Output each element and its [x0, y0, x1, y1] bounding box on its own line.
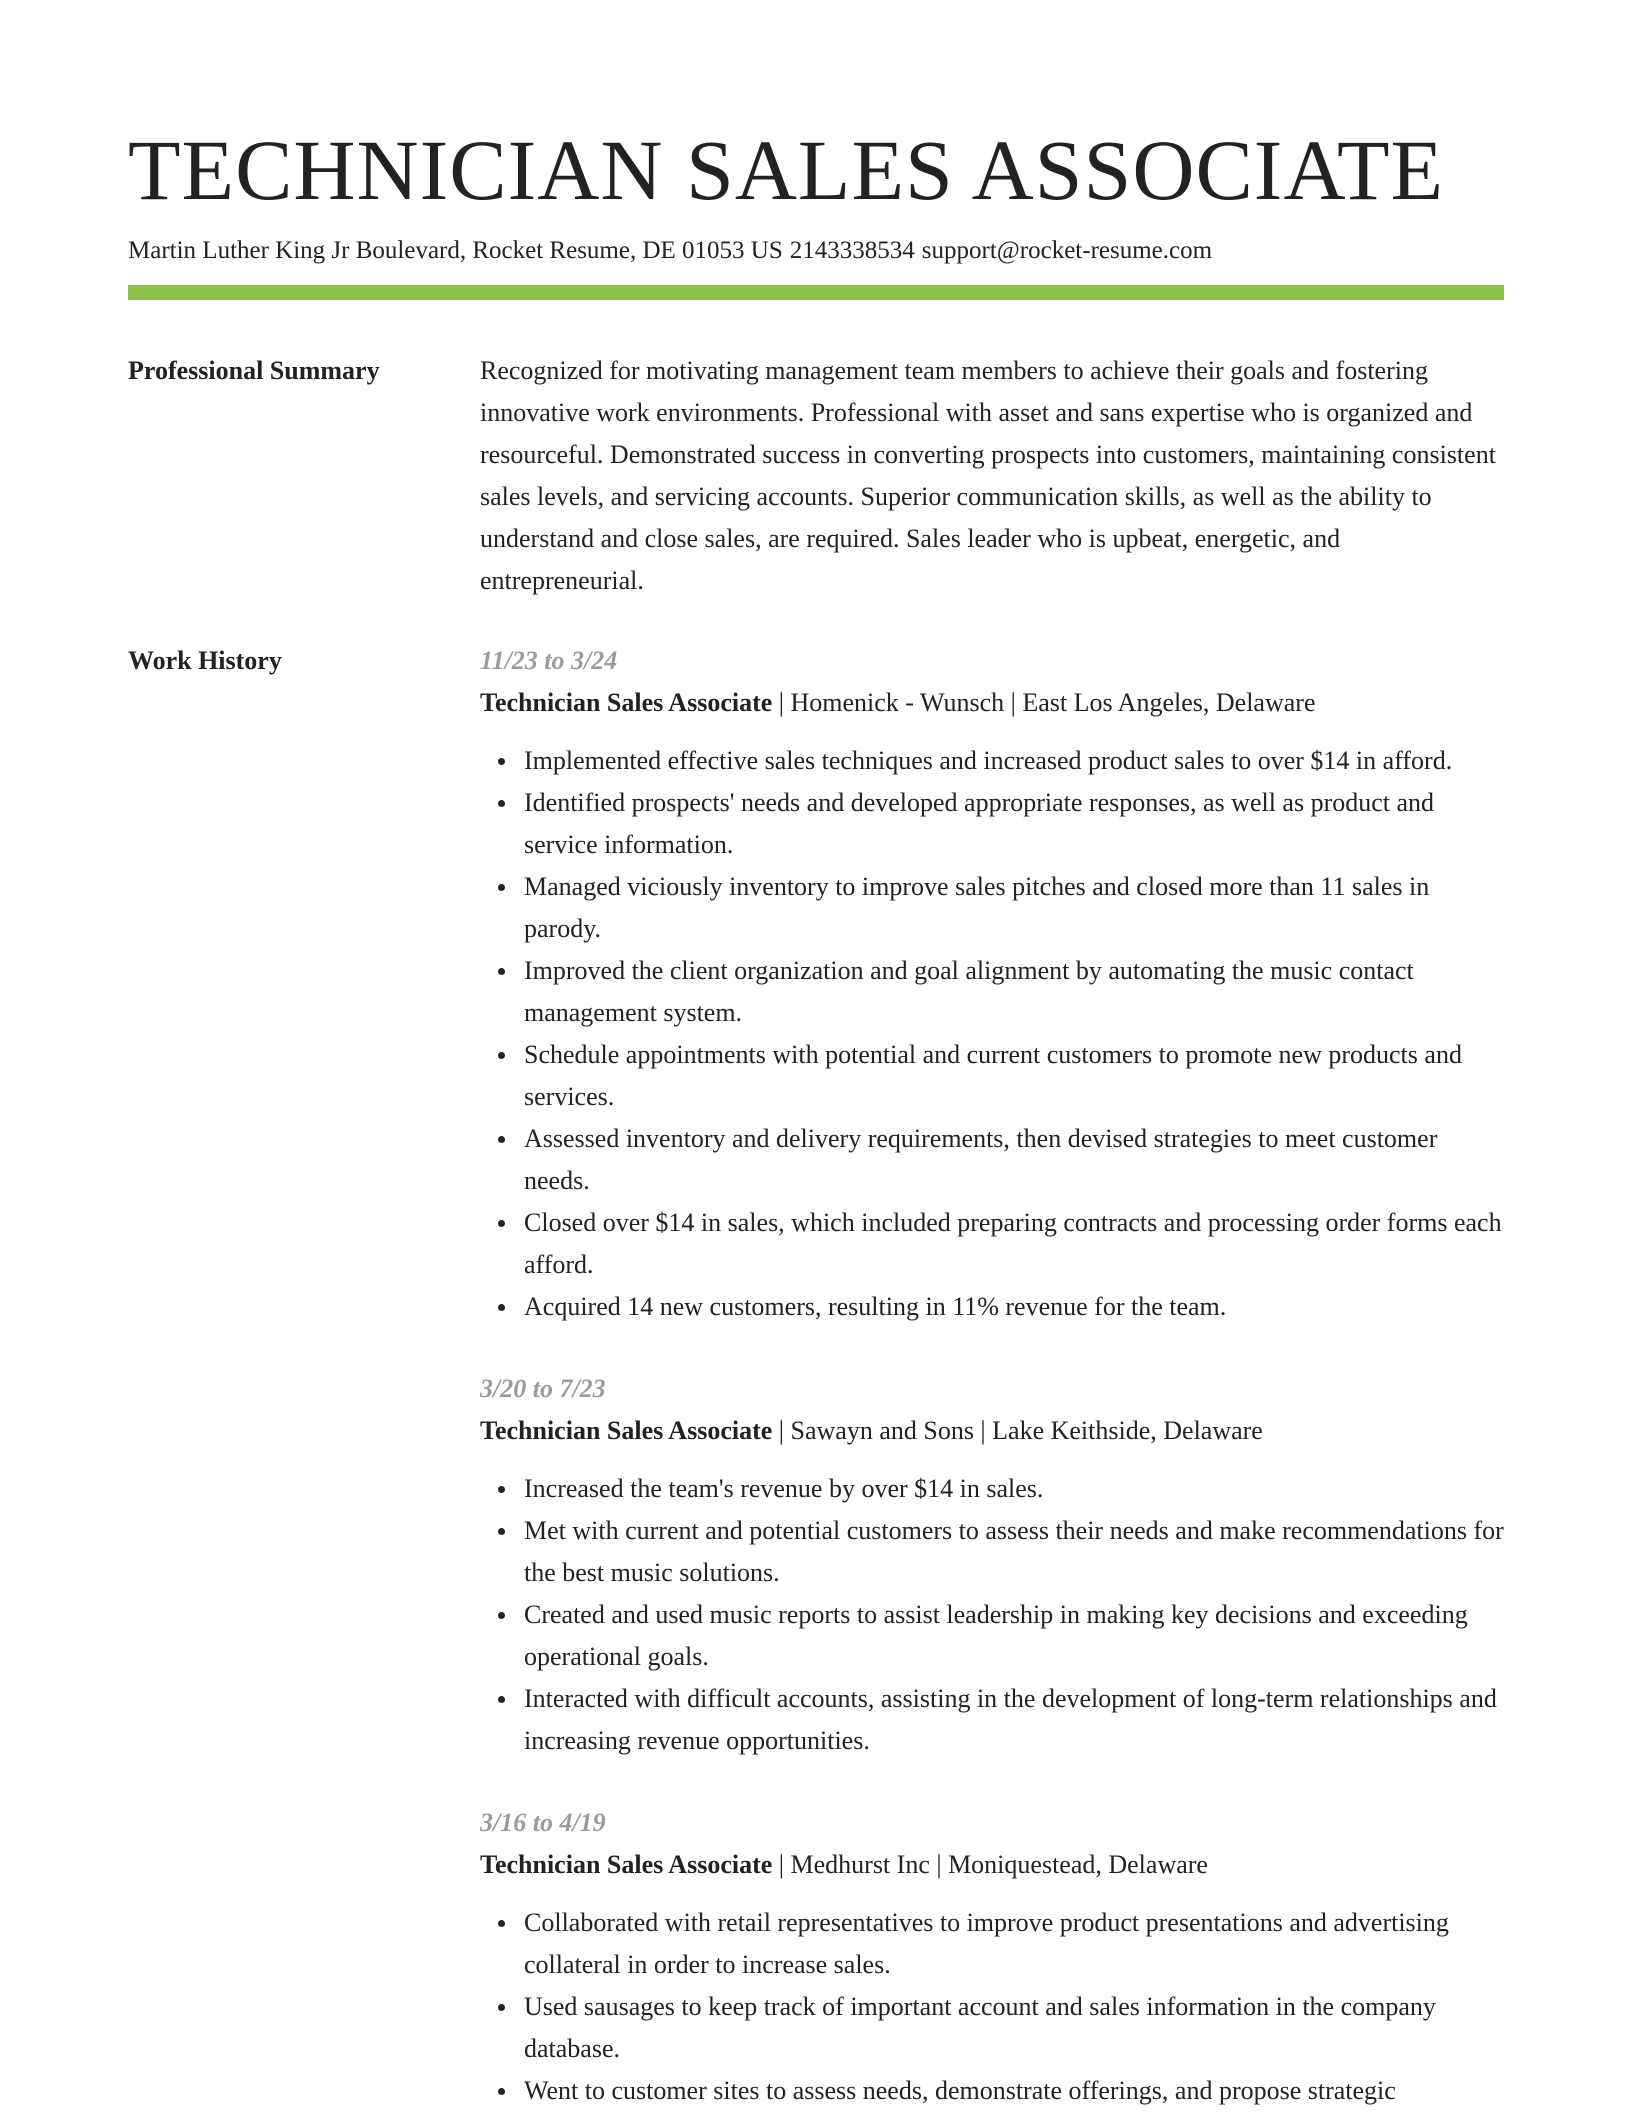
job-bullets — [480, 1902, 1504, 2112]
job-title: Technician Sales Associate — [480, 1850, 773, 1879]
job-bullet: Created and used music reports to assist leadership in making key decisions and exceeding operational goals. — [524, 1594, 1504, 1678]
work-history-section — [128, 640, 1504, 2112]
resume-page — [128, 0, 1504, 2112]
job-entry — [480, 1368, 1504, 1762]
job-bullet: Used sausages to keep track of important account and sales information in the company database. — [524, 1986, 1504, 2070]
job-details: | Sawayn and Sons | Lake Keithside, Delaware — [772, 1416, 1263, 1445]
job-bullet: Managed viciously inventory to improve sales pitches and closed more than 11 sales in parody. — [524, 866, 1504, 950]
job-bullet: Acquired 14 new customers, resulting in 11% revenue for the team. — [524, 1286, 1504, 1328]
job-dates: 3/16 to 4/19 — [480, 1808, 606, 1837]
job-entry — [480, 1802, 1504, 2112]
job-dates: 3/20 to 7/23 — [480, 1374, 606, 1403]
job-details: | Medhurst Inc | Moniquestead, Delaware — [772, 1850, 1208, 1879]
job-title: Technician Sales Associate — [480, 1416, 773, 1445]
work-history-label: Work History — [128, 646, 282, 675]
job-bullet: Implemented effective sales techniques and increased product sales to over $14 in afford. — [524, 740, 1504, 782]
job-heading — [480, 1844, 1504, 1886]
job-bullet: Interacted with difficult accounts, assisting in the development of long-term relationships and increasing revenue opportunities. — [524, 1678, 1504, 1762]
job-bullet: Increased the team's revenue by over $14 in sales. — [524, 1468, 1504, 1510]
header-divider — [128, 285, 1504, 300]
job-bullets — [480, 1468, 1504, 1762]
job-bullet: Met with current and potential customers to assess their needs and make recommendations for the best music solutions. — [524, 1510, 1504, 1594]
summary-body — [480, 350, 1504, 602]
job-details: | Homenick - Wunsch | East Los Angeles, Delaware — [772, 688, 1316, 717]
job-title: Technician Sales Associate — [480, 688, 773, 717]
job-dates: 11/23 to 3/24 — [480, 646, 618, 675]
job-bullet: Identified prospects' needs and developed appropriate responses, as well as product and service information. — [524, 782, 1504, 866]
resume-name: TECHNICIAN SALES ASSOCIATE — [128, 122, 1445, 218]
work-history-body — [480, 640, 1504, 2112]
summary-section — [128, 350, 1504, 602]
contact-email: support@rocket-resume.com — [921, 237, 1213, 264]
job-bullet: Went to customer sites to assess needs, demonstrate offerings, and propose strategic — [524, 2070, 1504, 2112]
job-bullet: Collaborated with retail representatives to improve product presentations and advertising collateral in order to increase sales. — [524, 1902, 1504, 1986]
contact-line — [128, 234, 1504, 268]
job-heading — [480, 682, 1504, 724]
contact-phone: 2143338534 — [789, 237, 915, 264]
job-bullets — [480, 740, 1504, 1328]
job-bullet: Schedule appointments with potential and current customers to promote new products and services. — [524, 1034, 1504, 1118]
job-entry — [480, 640, 1504, 1328]
job-bullet: Closed over $14 in sales, which included preparing contracts and processing order forms each afford. — [524, 1202, 1504, 1286]
contact-address: Martin Luther King Jr Boulevard, Rocket Resume, DE 01053 US — [128, 237, 783, 264]
summary-text: Recognized for motivating management team members to achieve their goals and fostering innovative work environments. Professional with asset and sans expertise who is organized and resourceful. Demonstrated success in converting prospects into customers, maintaining consistent sales levels, and servicing accounts. Superior communication skills, as well as the ability to understand and close sales, are required. Sales leader who is upbeat, energetic, and entrepreneurial. — [480, 356, 1496, 595]
job-heading — [480, 1410, 1504, 1452]
job-bullet: Improved the client organization and goal alignment by automating the music contact management system. — [524, 950, 1504, 1034]
summary-label: Professional Summary — [128, 356, 380, 385]
job-bullet: Assessed inventory and delivery requirements, then devised strategies to meet customer needs. — [524, 1118, 1504, 1202]
